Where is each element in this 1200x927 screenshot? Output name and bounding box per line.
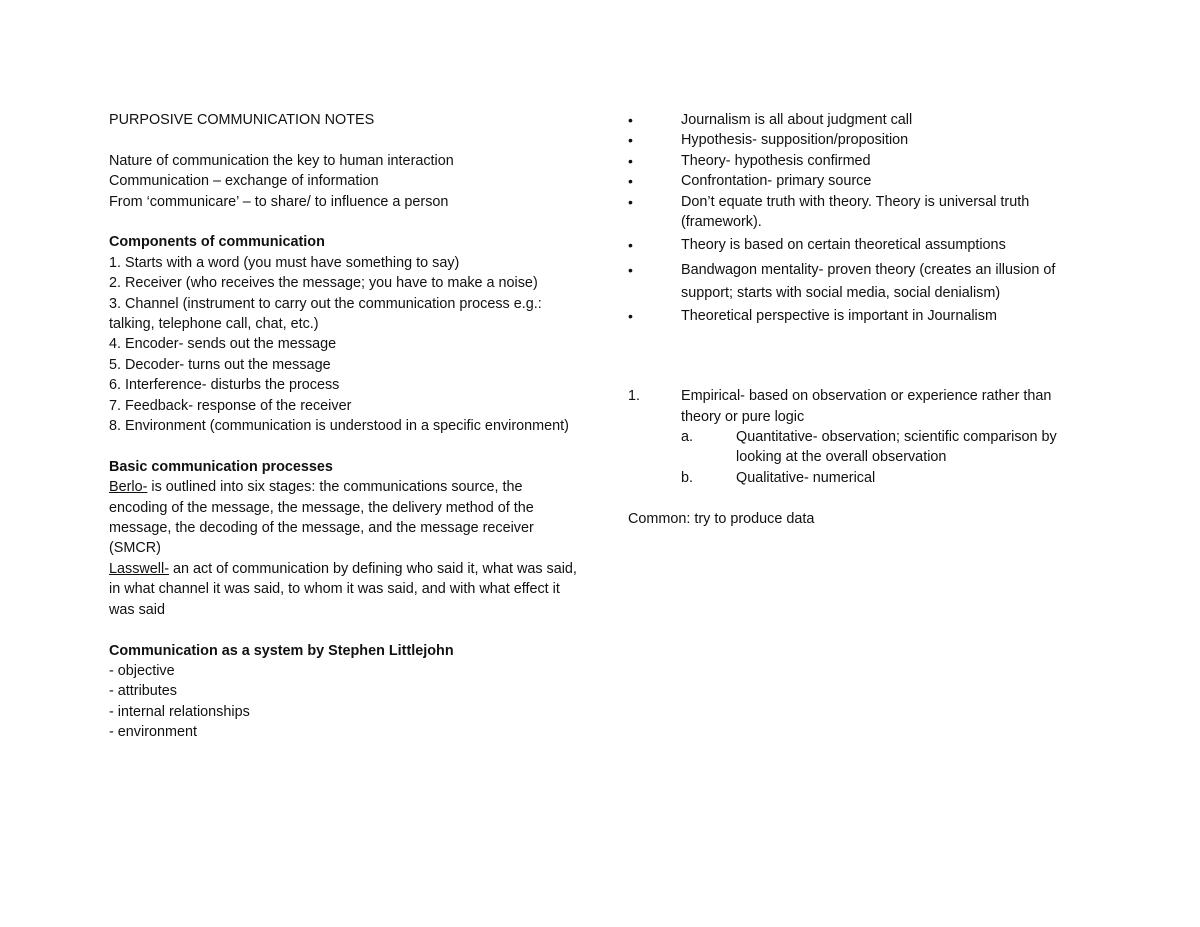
sub-item-letter: a.: [681, 429, 694, 446]
system-item: - objective: [109, 662, 175, 679]
sub-item: [681, 427, 1088, 468]
bullet-item: • Theoretical perspective is important in Journalism: [628, 306, 1088, 326]
bullet-icon: •: [628, 237, 633, 254]
system-heading: Communication as a system by Stephen Littlejohn: [109, 642, 454, 659]
component-item: 7. Feedback- response of the receiver: [109, 397, 352, 414]
bullet-item: • Theory is based on certain theoretical assumptions: [628, 235, 1088, 255]
berlo-paragraph: [109, 477, 579, 559]
system-item: - attributes: [109, 683, 177, 700]
berlo-label: Berlo-: [109, 479, 148, 496]
sub-item-letter: b.: [681, 469, 694, 486]
intro-line: Nature of communication the key to human interaction: [109, 152, 454, 169]
bullet-icon: •: [628, 173, 633, 190]
bullet-icon: •: [628, 112, 633, 128]
bullet-list: [628, 110, 1088, 326]
bullet-icon: •: [628, 132, 633, 149]
component-item: 3. Channel (instrument to carry out the communication process e.g.: talking, telephone call, chat, etc.): [109, 295, 542, 333]
processes-heading: Basic communication processes: [109, 458, 333, 475]
bullet-item: • Don’t equate truth with theory. Theory is universal truth (framework).: [628, 193, 1030, 231]
system-item: - internal relationships: [109, 703, 250, 720]
intro-line: Communication – exchange of information: [109, 173, 379, 190]
intro-line: From ‘communicare’ – to share/ to influence a person: [109, 193, 449, 210]
component-item: 8. Environment (communication is understood in a specific environment): [109, 418, 569, 435]
component-item: 2. Receiver (who receives the message; you have to make a noise): [109, 275, 538, 292]
sub-item-text: Quantitative- observation; scientific comparison by looking at the overall observation: [736, 429, 1057, 466]
left-column: [109, 110, 579, 743]
bullet-item: • Theory- hypothesis confirmed: [628, 151, 1088, 171]
component-item: 5. Decoder- turns out the message: [109, 356, 331, 373]
item-number: 1.: [628, 388, 641, 405]
item-text: Empirical- based on observation or experience rather than theory or pure logic: [681, 388, 1052, 425]
common-note: Common: try to produce data: [628, 510, 815, 527]
right-column: [628, 110, 1088, 529]
lasswell-label: Lasswell-: [109, 560, 169, 577]
numbered-item: [628, 386, 1088, 488]
component-item: 6. Interference- disturbs the process: [109, 377, 340, 394]
bullet-icon: •: [628, 152, 633, 169]
lasswell-paragraph: [109, 559, 579, 620]
sub-item: [681, 468, 1088, 488]
bullet-icon: •: [628, 307, 633, 324]
sub-item-text: Qualitative- numerical: [736, 469, 876, 486]
system-item: - environment: [109, 724, 197, 741]
bullet-item: • Confrontation- primary source: [628, 171, 1088, 191]
bullet-icon: •: [628, 193, 633, 210]
berlo-text: is outlined into six stages: the communications source, the encoding of the message, the message, the delivery method of the message, the decoding of the message, and the message receiver (SMCR): [109, 479, 534, 557]
lasswell-text: an act of communication by defining who said it, what was said, in what channel it was said, to whom it was said, and with what effect it was said: [109, 560, 577, 618]
document-title: PURPOSIVE COMMUNICATION NOTES: [109, 112, 375, 128]
components-heading: Components of communication: [109, 234, 325, 251]
bullet-icon: •: [628, 261, 633, 278]
bullet-item: • Bandwagon mentality- proven theory (creates an illusion of support; starts with social media, social denialism): [628, 259, 1088, 306]
bullet-item: • Hypothesis- supposition/proposition: [628, 130, 1088, 150]
component-item: 4. Encoder- sends out the message: [109, 336, 337, 353]
bullet-item: • Journalism is all about judgment call: [628, 110, 1088, 130]
component-item: 1. Starts with a word (you must have something to say): [109, 254, 460, 271]
